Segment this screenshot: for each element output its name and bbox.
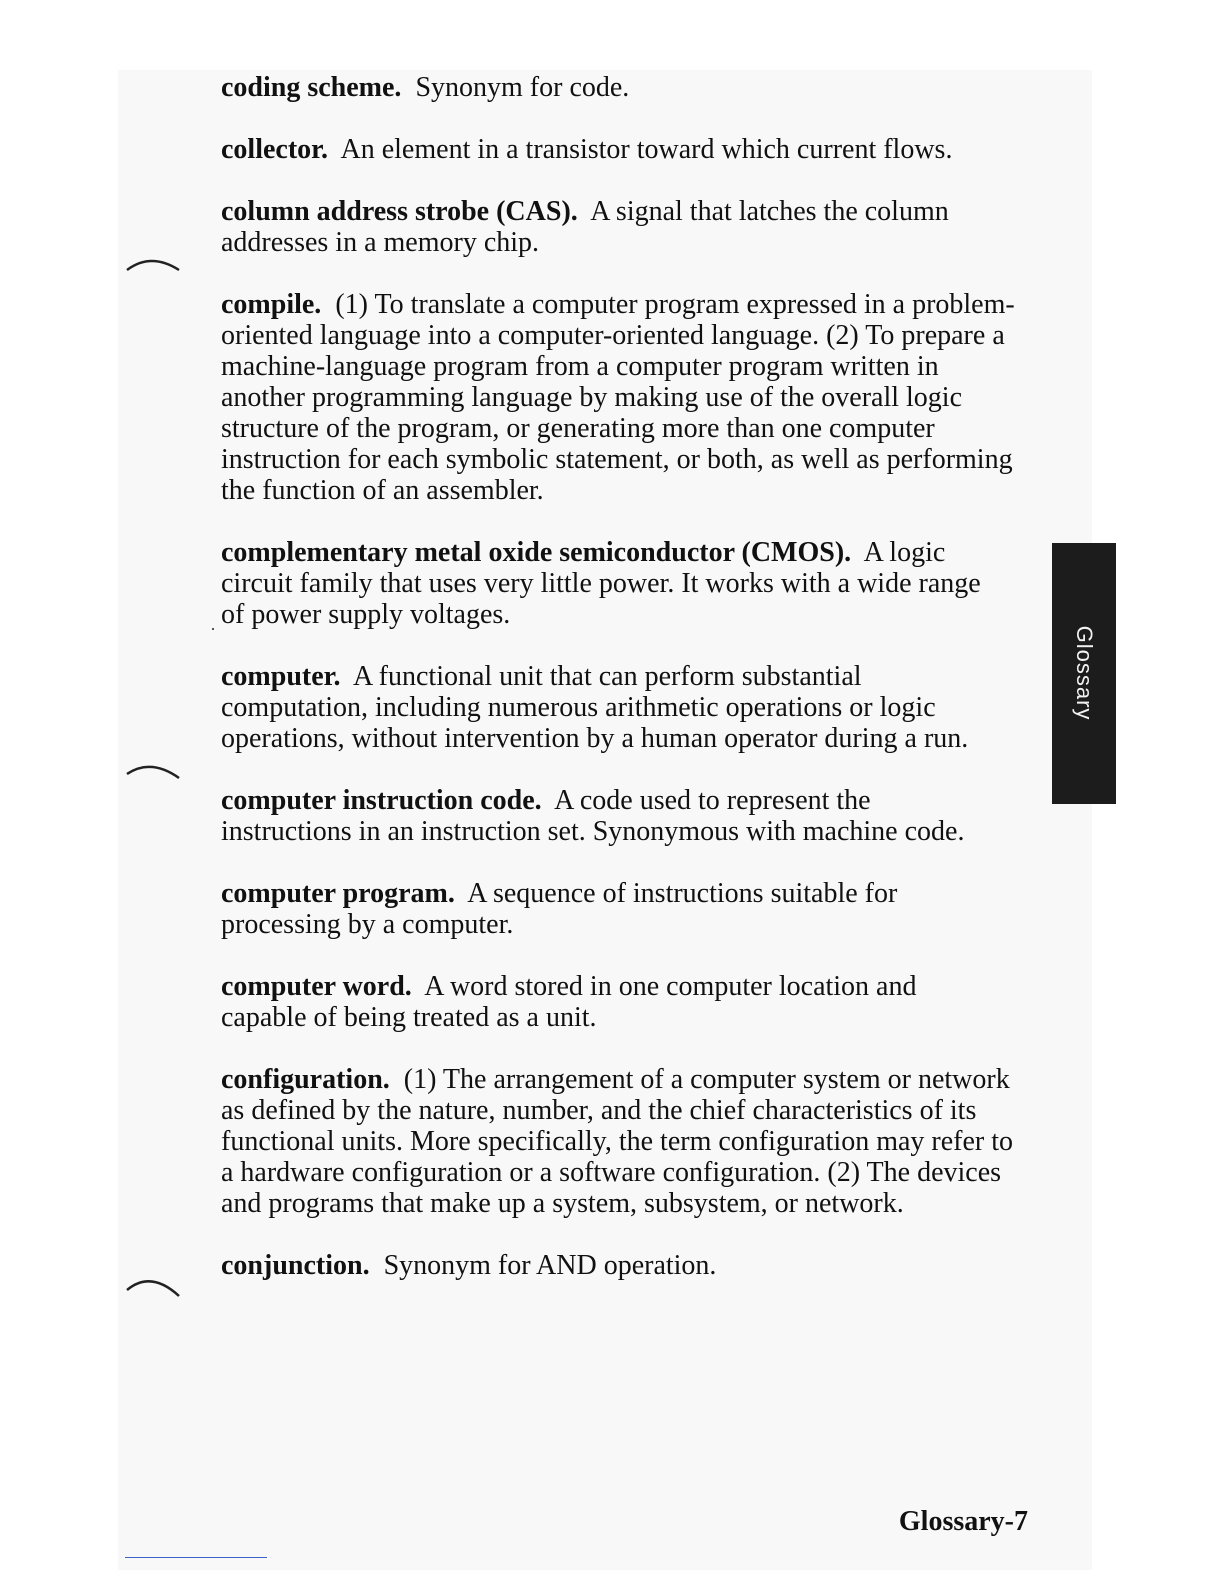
glossary-entry xyxy=(221,1250,1036,1281)
glossary-definition: A code used to represent the instructions in an instruction set. Synonymous with machine code. xyxy=(221,785,965,847)
glossary-entry xyxy=(221,661,1001,754)
page-number: Glossary-7 xyxy=(898,1506,1028,1537)
glossary-term: complementary metal oxide semiconductor (CMOS). xyxy=(221,537,852,568)
glossary-entry xyxy=(221,72,1036,103)
glossary-entry xyxy=(221,196,991,258)
glossary-entry xyxy=(221,971,981,1033)
scan-speck xyxy=(212,628,214,630)
glossary-list xyxy=(221,72,1036,1312)
glossary-definition: A functional unit that can perform substantial computation, including numerous arithmetic operations or logic operations, without intervention by a human operator during a run. xyxy=(221,661,969,754)
binder-ring-mark xyxy=(123,756,183,786)
glossary-term: compile. xyxy=(221,289,322,320)
glossary-definition: (1) The arrangement of a computer system or network as defined by the nature, number, and the chief characteristics of its functional units. More specifically, the term configuration may refer to a hardware configuration or a software configuration. (2) The devices and programs that make up a system, subsystem, or network. xyxy=(221,1064,1014,1219)
glossary-entry xyxy=(221,537,981,630)
glossary-definition: A signal that latches the column addresses in a memory chip. xyxy=(221,196,949,258)
glossary-definition: A logic circuit family that uses very little power. It works with a wide range of power supply voltages. xyxy=(221,537,981,630)
section-tab-label: Glossary xyxy=(1072,625,1097,721)
glossary-term: computer program. xyxy=(221,878,455,909)
section-tab xyxy=(1052,543,1116,804)
glossary-entry xyxy=(221,289,1021,506)
glossary-definition: (1) To translate a computer program expressed in a problem-oriented language into a computer-oriented language. (2) To prepare a machine-language program from a computer program written in another programming language by making use of the overall logic structure of the program, or generating more than one computer instruction for each symbolic statement, or both, as well as performing the function of an assembler. xyxy=(221,289,1015,506)
glossary-term: column address strobe (CAS). xyxy=(221,196,578,227)
glossary-definition: A sequence of instructions suitable for processing by a computer. xyxy=(221,878,898,940)
glossary-term: collector. xyxy=(221,134,329,165)
binder-ring-mark xyxy=(123,1268,183,1298)
glossary-term: computer instruction code. xyxy=(221,785,542,816)
glossary-definition: An element in a transistor toward which current flows. xyxy=(340,134,953,165)
binder-ring-mark xyxy=(123,248,183,278)
glossary-definition: Synonym for AND operation. xyxy=(383,1250,717,1281)
glossary-entry xyxy=(221,878,961,940)
bottom-rule xyxy=(125,1557,267,1558)
glossary-definition: Synonym for code. xyxy=(415,72,630,103)
glossary-term: configuration. xyxy=(221,1064,390,1095)
glossary-entry xyxy=(221,1064,1031,1219)
glossary-term: conjunction. xyxy=(221,1250,370,1281)
glossary-term: computer. xyxy=(221,661,341,692)
glossary-term: computer word. xyxy=(221,971,412,1002)
glossary-entry xyxy=(221,785,981,847)
glossary-definition: A word stored in one computer location and capable of being treated as a unit. xyxy=(221,971,917,1033)
glossary-term: coding scheme. xyxy=(221,72,402,103)
glossary-entry xyxy=(221,134,1036,165)
